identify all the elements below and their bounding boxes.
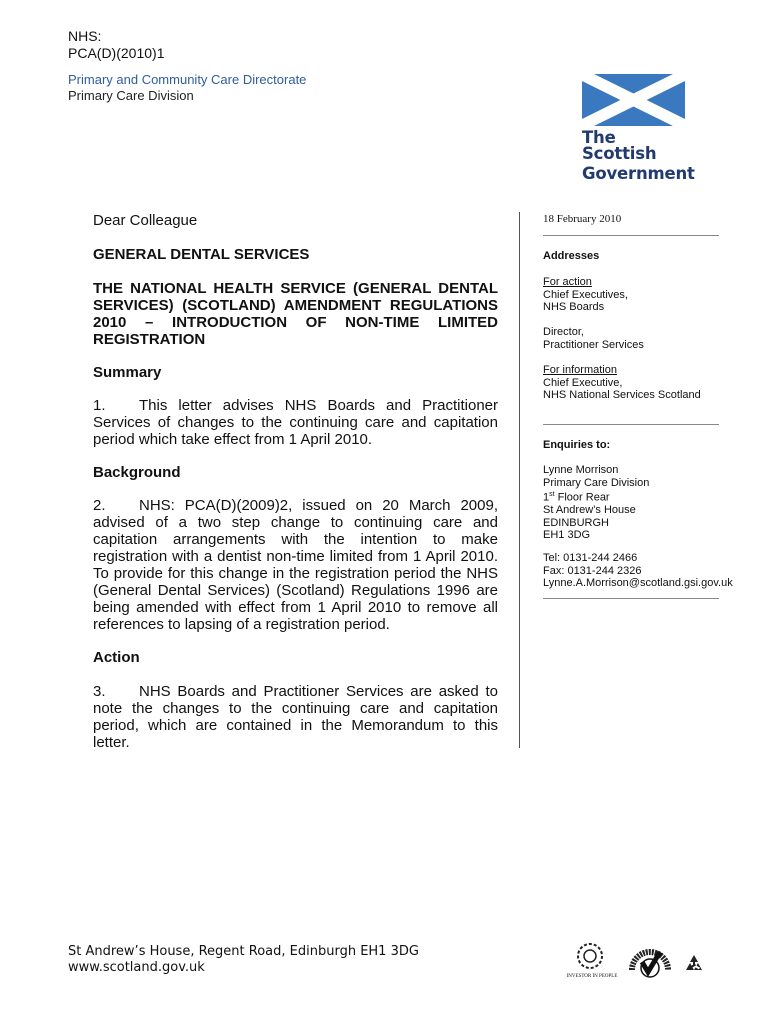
salutation: Dear Colleague <box>93 212 198 229</box>
for-action-line: NHS Boards <box>543 301 605 313</box>
footer-website[interactable]: www.scotland.gov.uk <box>68 960 205 975</box>
paragraph-2 <box>93 497 498 633</box>
for-action-label: For action <box>543 276 592 288</box>
directorate-block <box>68 72 306 104</box>
footer-address: St Andrew’s House, Regent Road, Edinburgh EH1 3DG <box>68 944 419 959</box>
paragraph-text: NHS Boards and Practitioner Services are asked to note the changes to the continuing care and capitation period, which are contained in the Memorandum to this letter. <box>93 683 498 751</box>
sidebar-rule <box>543 235 719 236</box>
director-line: Director, <box>543 326 584 338</box>
paragraph-number: 1. <box>93 397 106 414</box>
logo-line-1: The Scottish <box>582 128 657 163</box>
reference-line-1: NHS: <box>68 28 102 44</box>
column-divider <box>519 212 520 748</box>
section-title-action: Action <box>93 649 140 666</box>
accreditation-badges <box>566 940 710 984</box>
for-action-line: Chief Executives, <box>543 288 628 301</box>
letter-subject: THE NATIONAL HEALTH SERVICE (GENERAL DENTAL SERVICES) (SCOTLAND) AMENDMENT REGULATIONS 2010 – INTRODUCTION OF NON-TIME LIMITED REGISTRATION <box>93 280 498 348</box>
contact-division: Primary Care Division <box>543 476 650 489</box>
for-information-line: Chief Executive, <box>543 376 623 389</box>
positive-about-disabled-people-icon <box>626 940 674 984</box>
paragraph-number: 2. <box>93 497 106 514</box>
letter-heading: GENERAL DENTAL SERVICES <box>93 246 310 263</box>
section-title-background: Background <box>93 464 181 481</box>
contact-email[interactable]: Lynne.A.Morrison@scotland.gsi.gov.uk <box>543 577 733 589</box>
sidebar-rule <box>543 424 719 425</box>
letter-reference <box>68 28 164 62</box>
for-information-line: NHS National Services Scotland <box>543 389 701 401</box>
reference-line-2: PCA(D)(2010)1 <box>68 45 165 61</box>
contact-building: St Andrew’s House <box>543 504 636 517</box>
scottish-government-logo <box>582 74 695 183</box>
for-action-block <box>543 276 723 314</box>
contact-floor: 1st Floor Rear <box>543 491 610 504</box>
director-line: Practitioner Services <box>543 338 644 351</box>
paragraph-text: NHS: PCA(D)(2009)2, issued on 20 March 2009, advised of a two step change to continuing care and capitation arrangements with the intention to make registration with a dentist non-time limited from 1 April 2010. To provide for this change in the registration period the NHS (General Dental Services) (Scotland) Regulations 1996 are being amended with effect from 1 April 2010 to remove all references to lapsing of a registration period. <box>93 497 498 633</box>
section-title-summary: Summary <box>93 364 162 381</box>
enquiries-title: Enquiries to: <box>543 439 611 451</box>
paragraph-number: 3. <box>93 683 106 700</box>
paragraph-1 <box>93 397 498 448</box>
logo-line-2: Government <box>582 164 695 183</box>
for-information-block <box>543 364 723 402</box>
paragraph-text: This letter advises NHS Boards and Practitioner Services of changes to the continuing care and capitation period which take effect from 1 April 2010. <box>93 397 498 448</box>
addresses-title: Addresses <box>543 250 600 262</box>
director-block <box>543 326 723 351</box>
iip-caption: INVESTOR IN PEOPLE <box>566 974 618 979</box>
contact-phone-block <box>543 552 733 590</box>
division-name: Primary Care Division <box>68 88 194 103</box>
footer <box>68 944 419 976</box>
letter-date: 18 February 2010 <box>543 213 622 225</box>
contact-fax: Fax: 0131-244 2326 <box>543 564 642 577</box>
contact-tel: Tel: 0131-244 2466 <box>543 552 638 564</box>
paragraph-3 <box>93 683 498 751</box>
directorate-name: Primary and Community Care Directorate <box>68 72 307 87</box>
recycle-icon <box>682 952 706 976</box>
sidebar-rule <box>543 598 719 599</box>
contact-name: Lynne Morrison <box>543 464 619 476</box>
saltire-flag-icon <box>582 74 685 126</box>
for-information-label: For information <box>543 364 617 376</box>
contact-block <box>543 464 723 542</box>
contact-postcode: EH1 3DG <box>543 529 591 542</box>
contact-city: EDINBURGH <box>543 516 610 529</box>
